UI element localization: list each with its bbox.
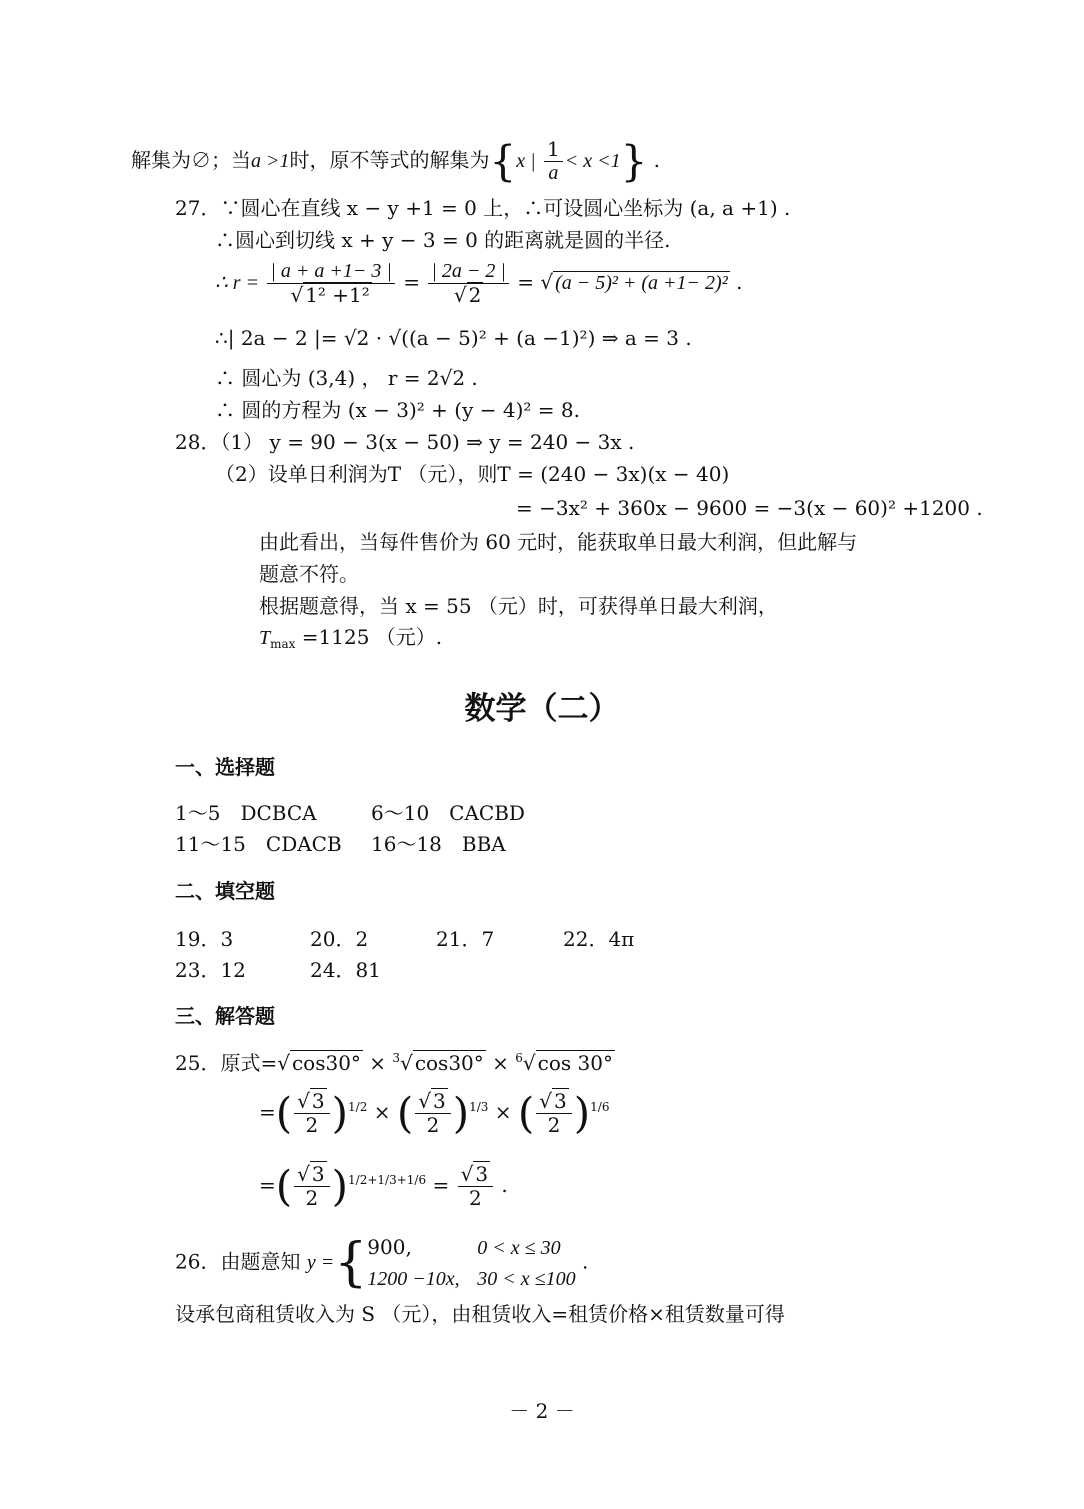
period: . bbox=[736, 270, 743, 294]
answer-row-2a: 11～15 CDACB bbox=[175, 832, 342, 856]
exponent: 1/2 bbox=[348, 1100, 368, 1114]
piecewise bbox=[367, 1232, 575, 1294]
q28-line-3 bbox=[516, 496, 983, 521]
numerator: | 2a − 2 | bbox=[428, 260, 509, 284]
question-number: 27． bbox=[175, 196, 221, 220]
period: . bbox=[582, 1249, 589, 1274]
text: ∴ 圆的方程为 (x − 3)² + (y − 4)² = 8. bbox=[215, 398, 580, 422]
root-index: 6 bbox=[515, 1051, 523, 1065]
paren-left: ( bbox=[275, 1088, 293, 1138]
fraction bbox=[544, 138, 563, 185]
denominator: a bbox=[548, 162, 559, 184]
denominator: √ 2 bbox=[453, 283, 482, 307]
equals: = bbox=[259, 1173, 276, 1197]
set-var: x | bbox=[516, 150, 536, 172]
denominator: √ 1² +1² bbox=[290, 283, 370, 307]
text: （2）设单日利润为T （元），则T = (240 − 3x)(x − 40) bbox=[215, 462, 730, 486]
paren-right: ) bbox=[331, 1088, 349, 1138]
denominator: 2 bbox=[468, 1186, 482, 1210]
radicand: 1² +1² bbox=[305, 283, 370, 307]
fraction bbox=[536, 1090, 571, 1137]
equals: = bbox=[517, 270, 534, 294]
section-heading-choice: 一、选择题 bbox=[175, 755, 275, 779]
numerator: | a + a +1− 3 | bbox=[267, 260, 394, 284]
denominator: 2 bbox=[305, 1113, 319, 1137]
question-number: 28． bbox=[175, 430, 221, 454]
equals: = bbox=[403, 270, 420, 294]
fraction bbox=[294, 1163, 329, 1210]
radicand: 3 bbox=[432, 1089, 446, 1113]
root-index: 3 bbox=[392, 1051, 401, 1065]
text: = −3x² + 360x − 9600 = −3(x − 60)² +1200 . bbox=[516, 496, 983, 520]
brace-right: } bbox=[620, 136, 648, 186]
denominator: 2 bbox=[547, 1113, 561, 1137]
radicand: cos 30° bbox=[537, 1051, 613, 1075]
paren-right: ) bbox=[573, 1088, 591, 1138]
radicand: (a − 5)² + (a +1− 2)² bbox=[555, 272, 728, 294]
answer-23: 23．12 bbox=[175, 958, 246, 982]
piece-value: 900, bbox=[367, 1235, 412, 1259]
numerator: 1 bbox=[544, 138, 563, 162]
fraction bbox=[458, 1163, 493, 1210]
piece-1 bbox=[367, 1232, 575, 1263]
text: 解集为∅；当 bbox=[131, 148, 251, 172]
text: ∴ 圆心为 (3,4) ， r = 2√2 . bbox=[215, 366, 478, 390]
radicand: 3 bbox=[311, 1162, 325, 1186]
q27-line-3: ∴ r = $\frac{| a + a +1- 3 |}{\text{√ 1² +1²}}$ = $\frac{| 2a - 2 |}{√ 2}$ = √ (a − 5)² + (a +1− 2)² . bbox=[215, 260, 743, 307]
page-number: － 2 － bbox=[509, 1399, 575, 1423]
radicand: 3 bbox=[554, 1089, 567, 1113]
exponent: 1/2+1/3+1/6 bbox=[348, 1173, 427, 1187]
denominator: 2 bbox=[426, 1113, 440, 1137]
q25-line-3 bbox=[259, 1163, 508, 1210]
text: ∴圆心到切线 x + y − 3 = 0 的距离就是圆的半径. bbox=[215, 228, 671, 252]
radicand: 2 bbox=[468, 283, 482, 307]
q28-line-5 bbox=[259, 562, 359, 587]
text: 由此看出，当每件售价为 60 元时，能获取单日最大利润，但此解与 bbox=[259, 530, 858, 554]
text: （1） y = 90 − 3(x − 50) ⇒ y = 240 − 3x . bbox=[220, 430, 635, 454]
q27-line-5 bbox=[215, 366, 478, 391]
times: × bbox=[492, 1051, 509, 1075]
times: × bbox=[369, 1051, 387, 1075]
q28-line-4 bbox=[259, 530, 857, 555]
answer-22: 22．4π bbox=[563, 927, 635, 951]
paren-left: ( bbox=[275, 1161, 293, 1211]
numerator: √ 3 bbox=[415, 1090, 450, 1114]
exponent: 1/3 bbox=[469, 1100, 489, 1114]
fraction bbox=[294, 1090, 329, 1137]
piece-condition: 30 < x ≤100 bbox=[477, 1268, 576, 1290]
set-cond: < x <1 bbox=[564, 150, 621, 172]
section-heading-fill: 二、填空题 bbox=[175, 879, 275, 903]
answer-row-1a: 1～5 DCBCA bbox=[175, 801, 317, 825]
q26-line bbox=[175, 1232, 588, 1294]
q28-line-7 bbox=[259, 625, 442, 652]
paren-right: ) bbox=[331, 1161, 349, 1211]
final-line: 设承包商租赁收入为 S （元），由租赁收入=租赁价格×租赁数量可得 bbox=[175, 1302, 785, 1326]
radicand: cos30° bbox=[291, 1051, 361, 1075]
text: ∴ r = bbox=[215, 272, 260, 294]
piece-value: 1200 −10x, bbox=[367, 1268, 460, 1290]
function-y: y = bbox=[306, 1251, 335, 1274]
numerator: √ 3 bbox=[294, 1090, 329, 1114]
condition: a >1 bbox=[251, 150, 290, 172]
answer-19: 19．3 bbox=[175, 927, 234, 951]
q27-line-4 bbox=[215, 326, 692, 351]
answer-row-2b: 16～18 BBA bbox=[371, 832, 506, 856]
q28-line-6 bbox=[259, 594, 778, 619]
label: 26．由题意知 bbox=[175, 1249, 301, 1274]
paren-left: ( bbox=[396, 1088, 414, 1138]
text: 题意不符。 bbox=[259, 562, 359, 586]
page-title: 数学（二） bbox=[464, 691, 620, 727]
q28-line-2 bbox=[215, 462, 729, 487]
answer-20: 20．2 bbox=[310, 927, 369, 951]
fraction bbox=[267, 260, 394, 307]
text: ∴| 2a − 2 |= √2 · √((a − 5)² + (a −1)²) ⇒ a = 3 . bbox=[215, 326, 692, 350]
piece-condition: 0 < x ≤ 30 bbox=[477, 1237, 561, 1259]
solution-line-top bbox=[131, 138, 660, 185]
period: . bbox=[653, 148, 661, 172]
q27-line-6 bbox=[215, 398, 580, 423]
q25-line-1: 25．原式=√ cos30° × $^3$√ cos30° × $^6$√ cos 30° bbox=[175, 1051, 613, 1075]
text: ∵圆心在直线 x − y +1 = 0 上，∴可设圆心坐标为 (a, a +1) . bbox=[220, 196, 791, 220]
text: 时，原不等式的解集为 bbox=[289, 148, 490, 172]
piece-2 bbox=[367, 1263, 575, 1294]
equals: = bbox=[432, 1173, 450, 1197]
answer-24: 24．81 bbox=[310, 958, 381, 982]
times: × bbox=[494, 1100, 512, 1124]
fraction bbox=[428, 260, 509, 307]
equals: = bbox=[259, 1100, 276, 1124]
numerator: √ 3 bbox=[536, 1090, 571, 1114]
paren-left: ( bbox=[517, 1088, 535, 1138]
variable: T bbox=[259, 627, 271, 649]
period: . bbox=[501, 1173, 508, 1197]
denominator: 2 bbox=[305, 1186, 319, 1210]
subscript: max bbox=[270, 637, 296, 651]
radicand: cos30° bbox=[414, 1051, 484, 1075]
text: =1125 （元）. bbox=[295, 625, 443, 649]
numerator: √ 3 bbox=[294, 1163, 329, 1187]
radicand: 3 bbox=[311, 1089, 325, 1113]
q28-line-1 bbox=[175, 430, 634, 455]
q27-line-1 bbox=[175, 196, 790, 221]
answer-21: 21．7 bbox=[436, 927, 495, 951]
numerator: √ 3 bbox=[458, 1163, 493, 1187]
label: 25．原式= bbox=[175, 1051, 278, 1075]
exponent: 1/6 bbox=[590, 1100, 610, 1114]
brace-left: { bbox=[489, 136, 517, 186]
answer-row-1b: 6～10 CACBD bbox=[371, 801, 525, 825]
paren-right: ) bbox=[452, 1088, 470, 1138]
fraction bbox=[415, 1090, 450, 1137]
times: × bbox=[373, 1100, 391, 1124]
radicand: 3 bbox=[475, 1162, 489, 1186]
q25-line-2 bbox=[259, 1090, 609, 1137]
q27-line-2 bbox=[215, 228, 671, 253]
brace-left: { bbox=[334, 1233, 368, 1293]
section-heading-solve: 三、解答题 bbox=[175, 1004, 275, 1028]
text: 根据题意得，当 x = 55 （元）时，可获得单日最大利润， bbox=[259, 594, 778, 618]
